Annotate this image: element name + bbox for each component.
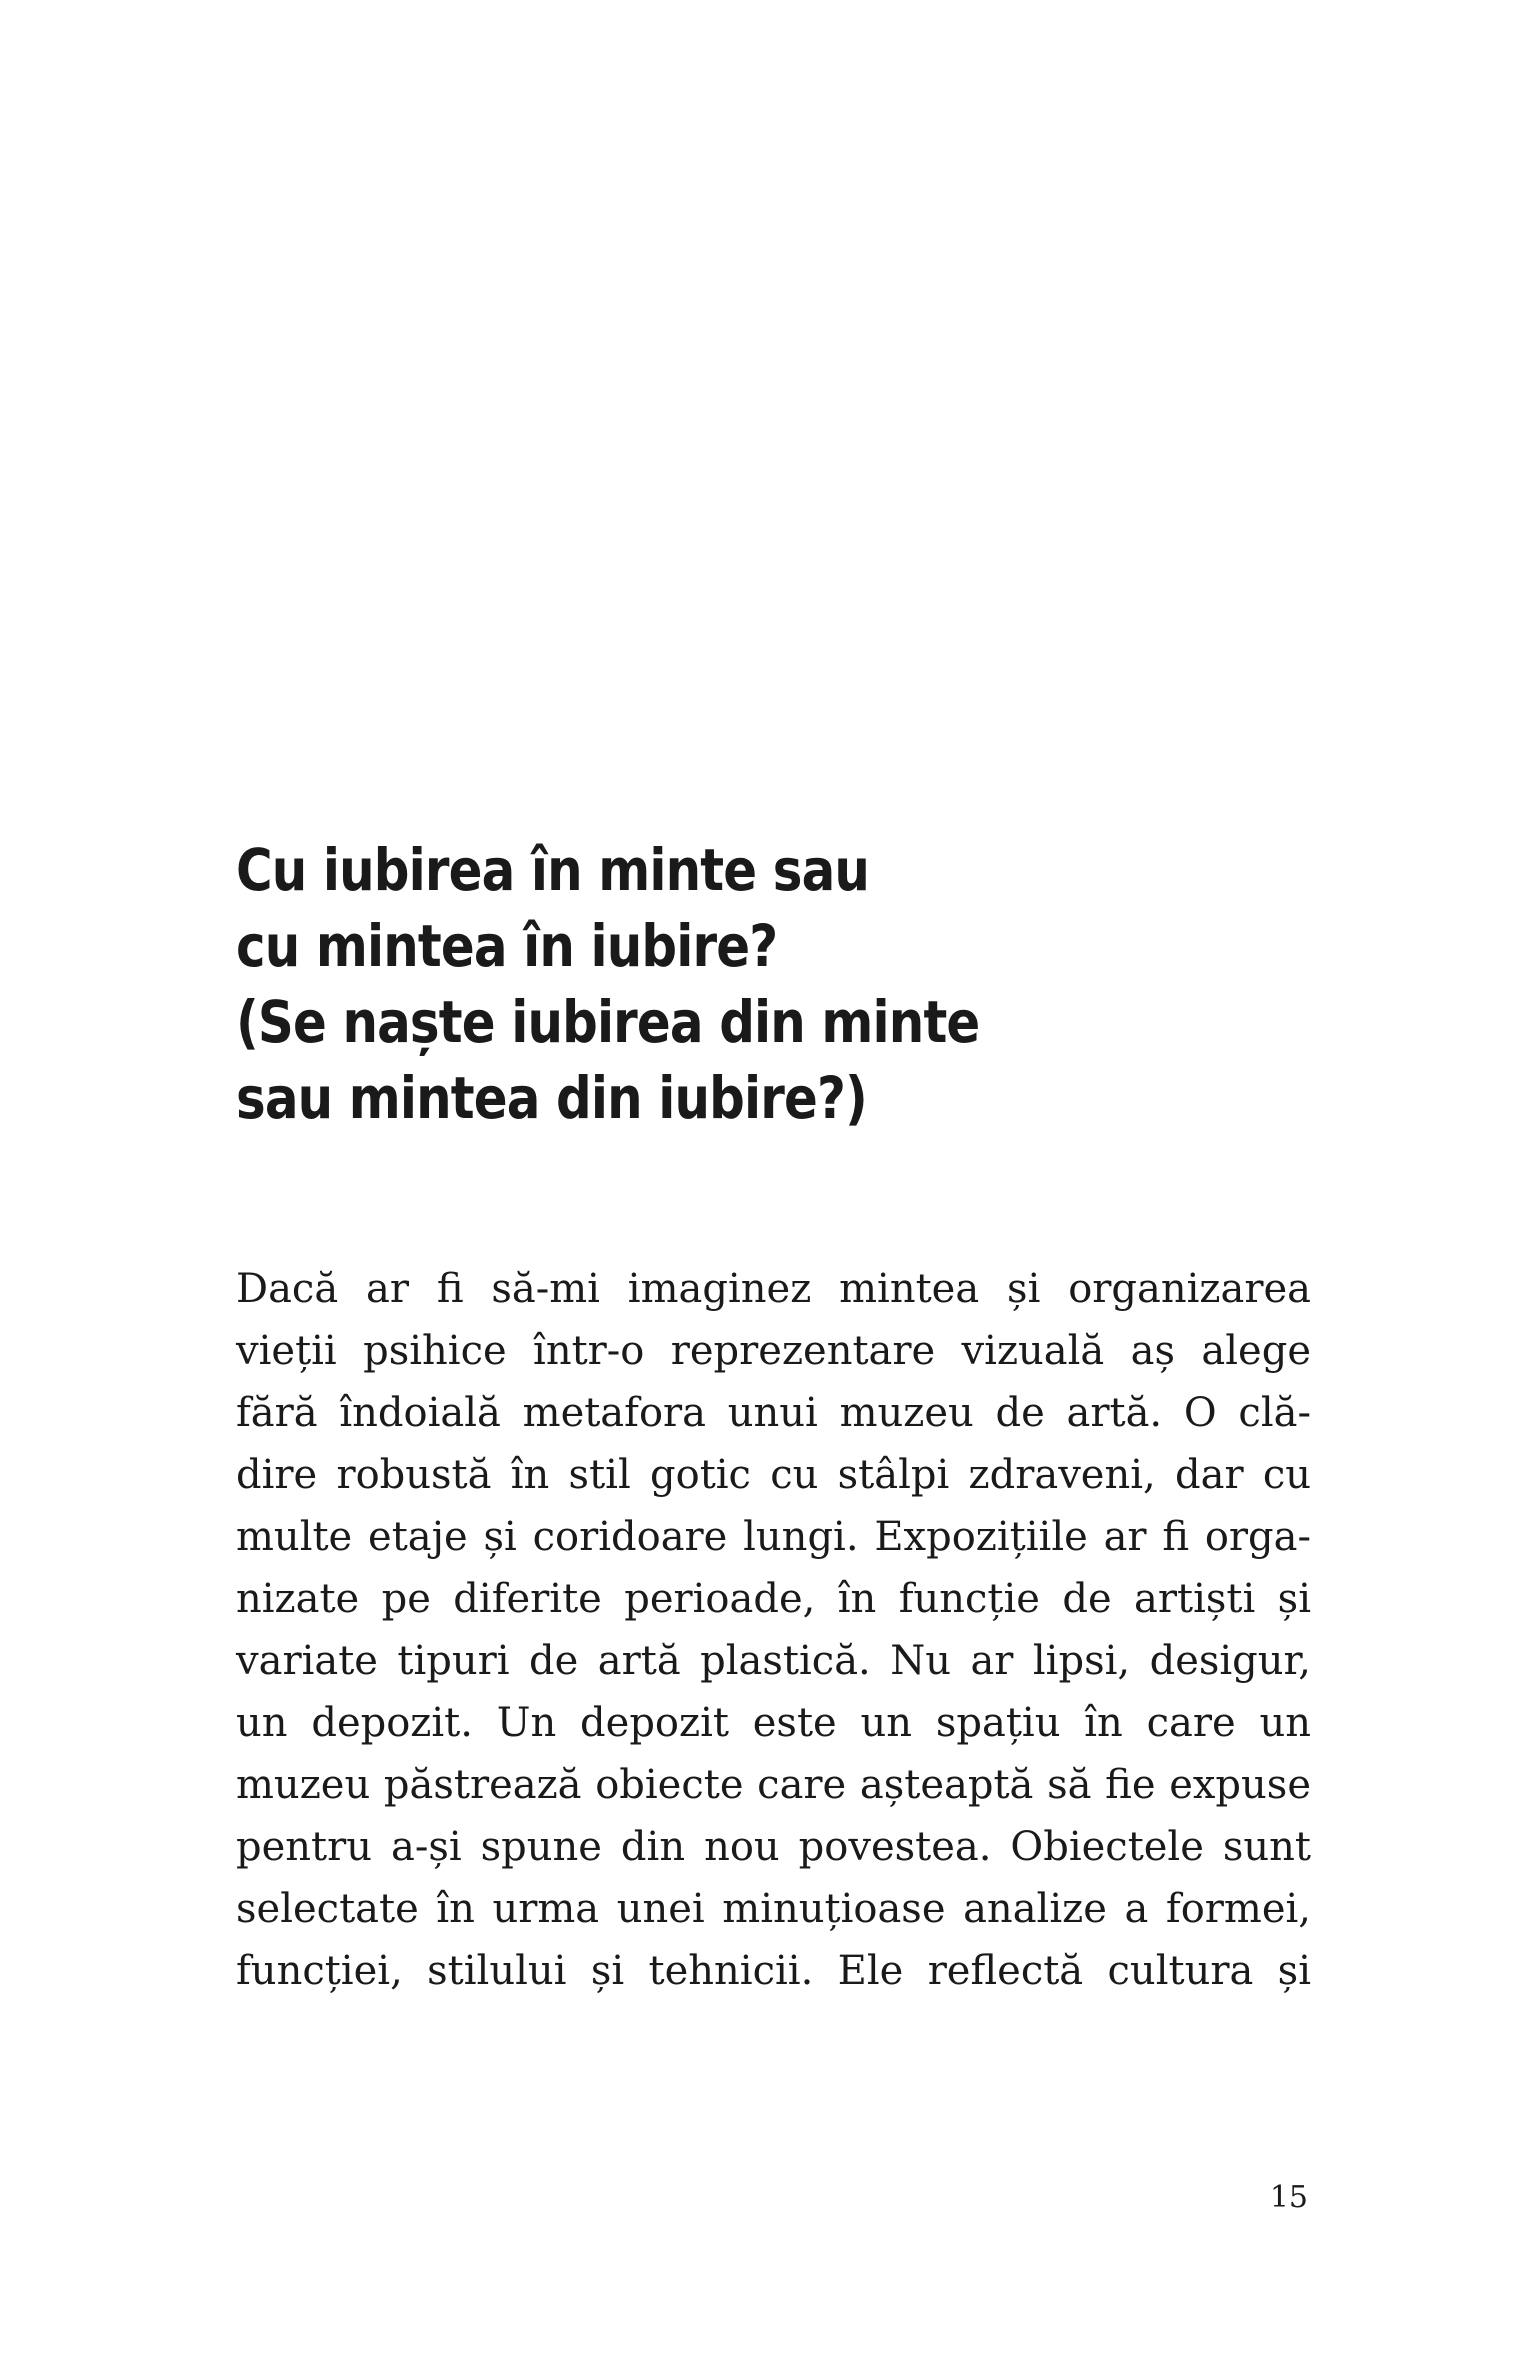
chapter-title-line: cu mintea în iubire? [236, 912, 778, 980]
chapter-title-line: Cu iubirea în minte sau [236, 836, 870, 904]
chapter-title [236, 832, 979, 1136]
body-text-line: Dacă ar fi să-mi imaginez mintea și organizarea [236, 1266, 1311, 1312]
body-paragraph [236, 1258, 1311, 2002]
chapter-title-line: (Se naște iubirea din minte [236, 988, 980, 1056]
body-text-line: muzeu păstrează obiecte care așteaptă să fie expuse [236, 1762, 1311, 1808]
body-text-line: dire robustă în stil gotic cu stâlpi zdraveni, dar cu [236, 1452, 1311, 1498]
page-number: 15 [1269, 2180, 1308, 2215]
body-text-line: pentru a-și spune din nou povestea. Obiectele sunt [236, 1824, 1311, 1870]
body-text-line: vieții psihice într-o reprezentare vizuală aș alege [236, 1328, 1311, 1374]
body-text-line: fără îndoială metafora unui muzeu de artă. O clă- [236, 1390, 1311, 1436]
body-text-line: un depozit. Un depozit este un spațiu în care un [236, 1700, 1311, 1746]
body-text-line: variate tipuri de artă plastică. Nu ar lipsi, desigur, [236, 1638, 1311, 1684]
chapter-title-line: sau mintea din iubire?) [236, 1064, 867, 1132]
body-text-line: funcției, stilului și tehnicii. Ele reflectă cultura și [236, 1948, 1311, 1994]
body-text-line: selectate în urma unei minuțioase analize a formei, [236, 1886, 1311, 1932]
body-text-line: multe etaje și coridoare lungi. Expozițiile ar fi orga- [236, 1514, 1311, 1560]
body-text-line: nizate pe diferite perioade, în funcție de artiști și [236, 1576, 1311, 1622]
